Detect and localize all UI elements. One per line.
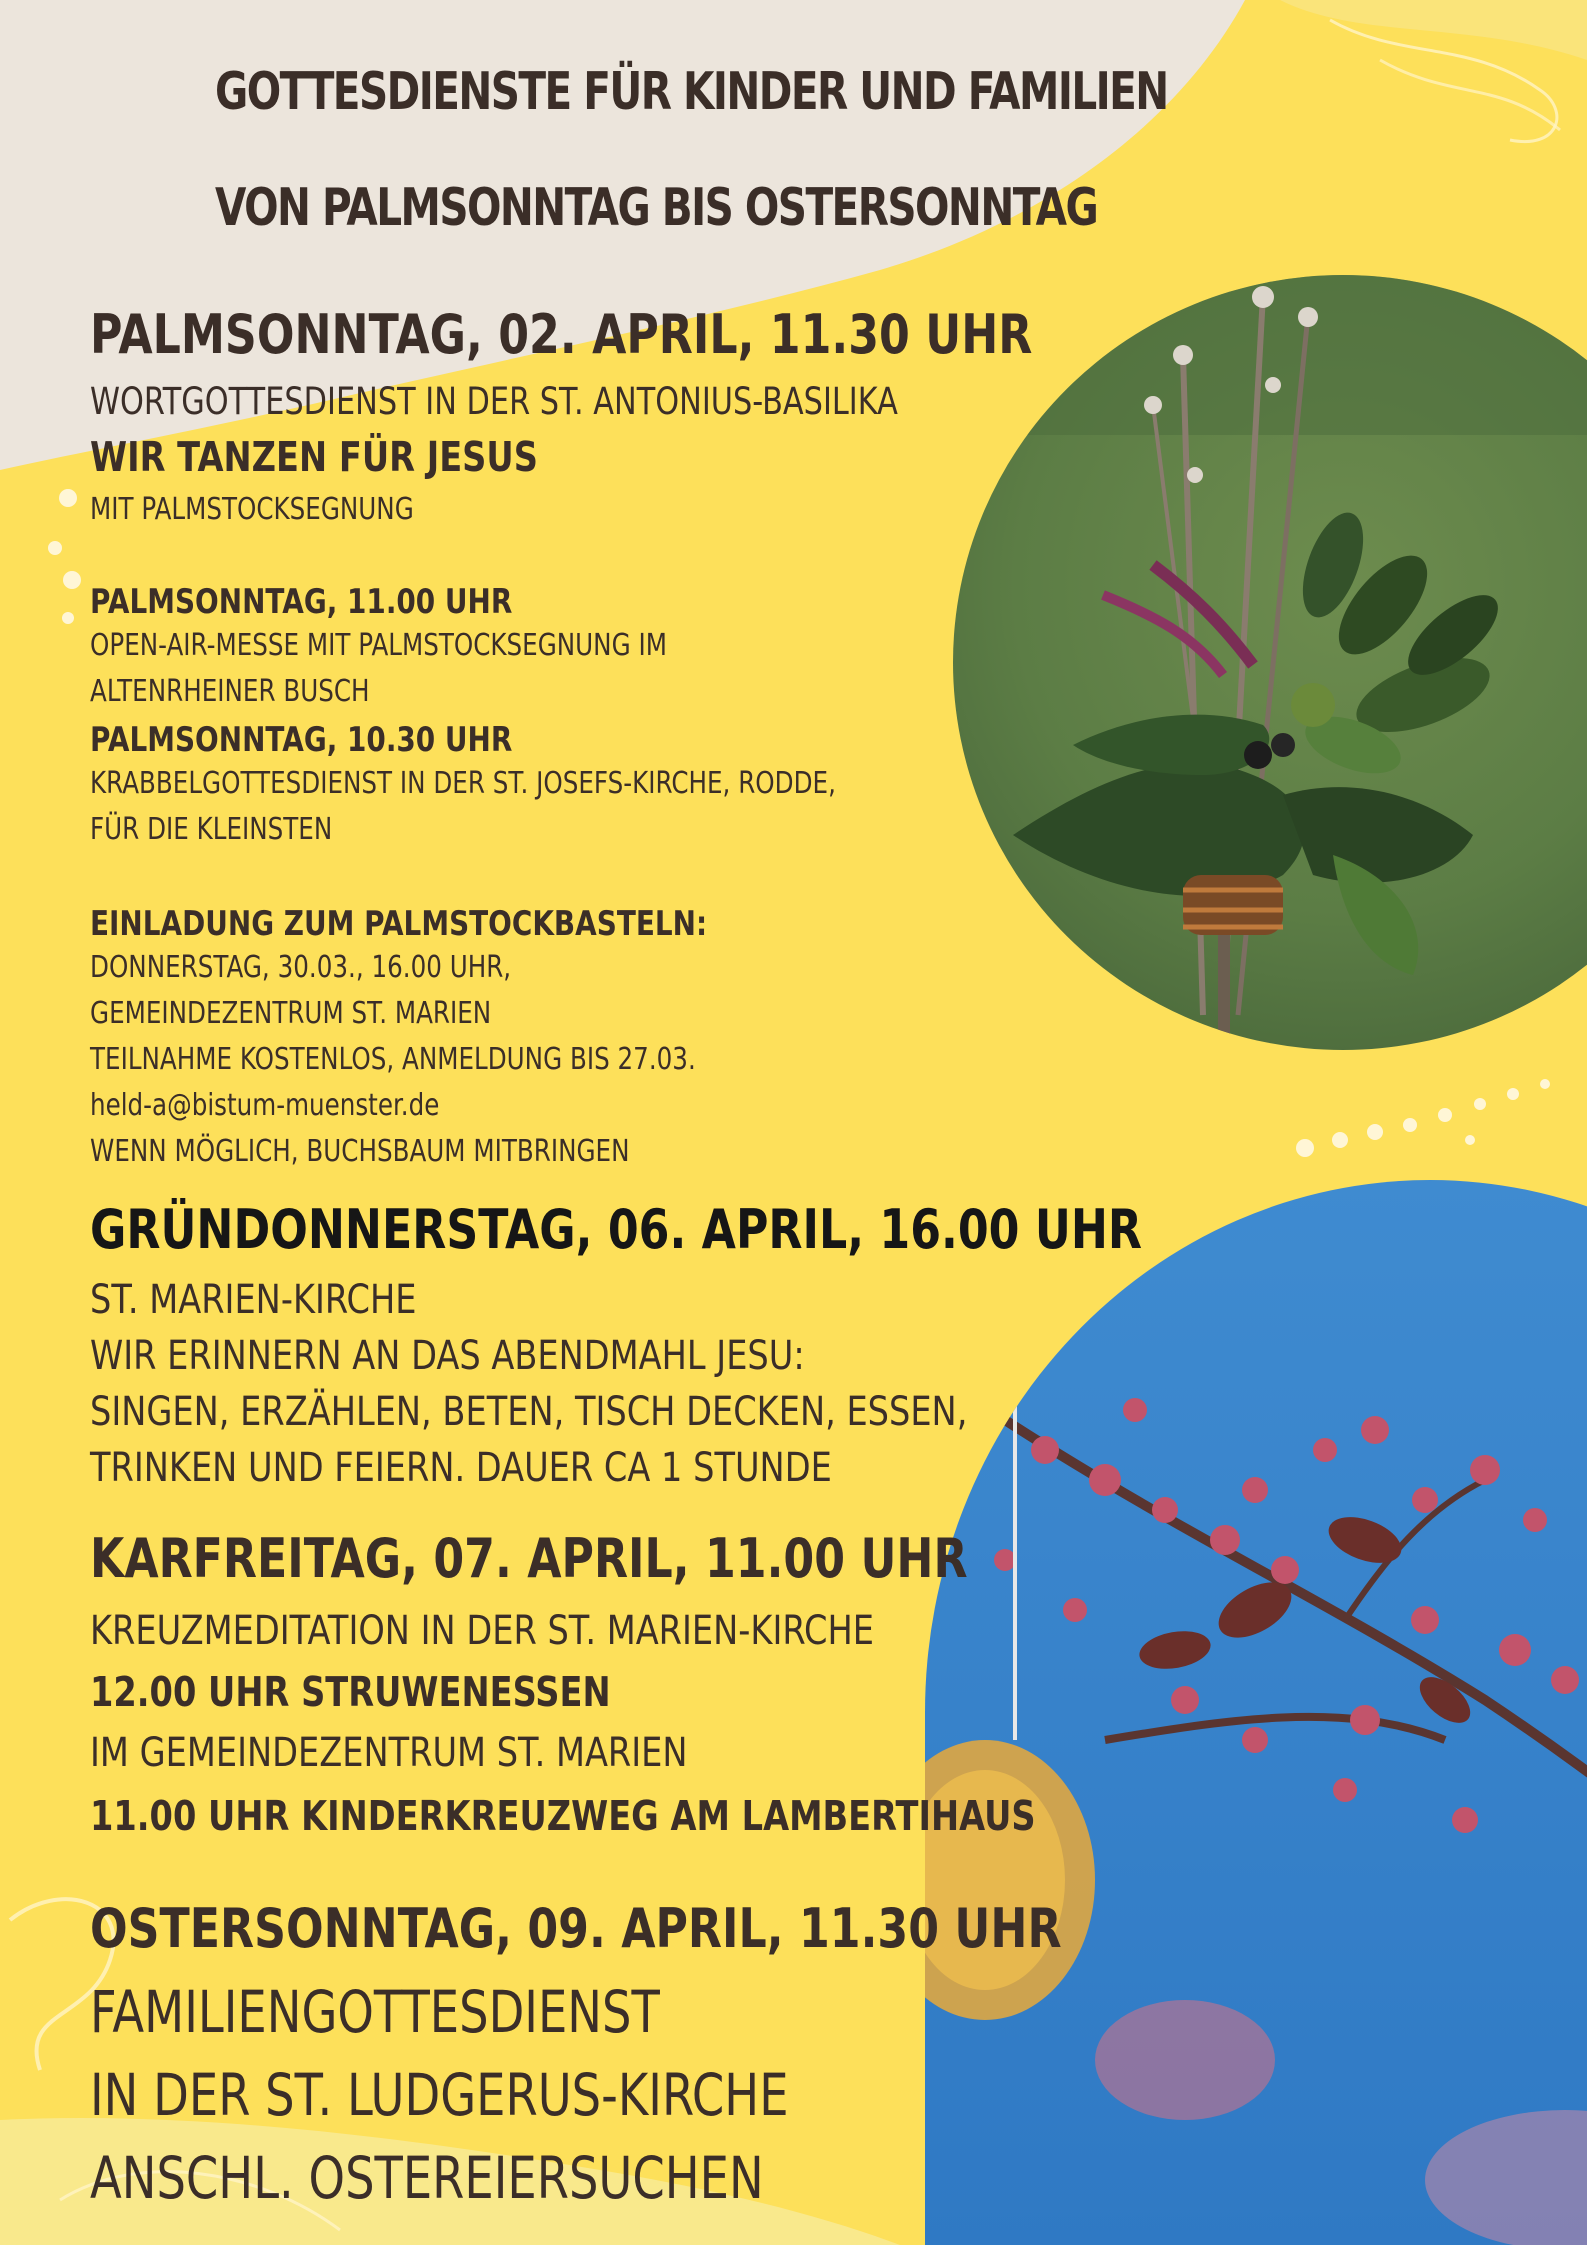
palmsonntag-sub2-line-1: KRABBELGOTTESDIENST IN DER ST. JOSEFS-KIRCHE, RODDE,	[90, 766, 836, 801]
palmsonntag-line-1: WORTGOTTESDIENST IN DER ST. ANTONIUS-BASILIKA	[90, 380, 898, 423]
karfreitag-line-2: 12.00 UHR STRUWENESSEN	[90, 1668, 611, 1716]
ostersonntag-line-1: FAMILIENGOTTESDIENST	[90, 1978, 660, 2046]
palmsonntag-heading: PALMSONNTAG, 02. APRIL, 11.30 UHR	[90, 303, 1033, 366]
ostersonntag-heading: OSTERSONNTAG, 09. APRIL, 11.30 UHR	[90, 1897, 1062, 1960]
ostersonntag-line-2: IN DER ST. LUDGERUS-KIRCHE	[90, 2061, 789, 2129]
basteln-line-1: DONNERSTAG, 30.03., 16.00 UHR,	[90, 950, 512, 985]
basteln-line-4: WENN MÖGLICH, BUCHSBAUM MITBRINGEN	[90, 1134, 630, 1169]
title-line-2: VON PALMSONNTAG BIS OSTERSONNTAG	[215, 178, 1098, 238]
karfreitag-line-3: IM GEMEINDEZENTRUM ST. MARIEN	[90, 1730, 688, 1776]
karfreitag-line-4: 11.00 UHR KINDERKREUZWEG AM LAMBERTIHAUS	[90, 1792, 1036, 1840]
basteln-heading: EINLADUNG ZUM PALMSTOCKBASTELN:	[90, 904, 708, 944]
palmsonntag-sub1-line-1: OPEN-AIR-MESSE MIT PALMSTOCKSEGNUNG IM	[90, 628, 667, 663]
basteln-email: held-a@bistum-muenster.de	[90, 1088, 440, 1123]
basteln-line-2: GEMEINDEZENTRUM ST. MARIEN	[90, 996, 492, 1031]
gruendonnerstag-heading: GRÜNDONNERSTAG, 06. APRIL, 16.00 UHR	[90, 1198, 1143, 1261]
gruendonnerstag-line-4: TRINKEN UND FEIERN. DAUER CA 1 STUNDE	[90, 1445, 832, 1491]
palmsonntag-line-3: MIT PALMSTOCKSEGNUNG	[90, 492, 414, 527]
palmsonntag-sub1-heading: PALMSONNTAG, 11.00 UHR	[90, 582, 513, 622]
ostersonntag-line-3: ANSCHL. OSTEREIERSUCHEN	[90, 2144, 764, 2212]
karfreitag-line-1: KREUZMEDITATION IN DER ST. MARIEN-KIRCHE	[90, 1608, 874, 1654]
palmsonntag-sub2-heading: PALMSONNTAG, 10.30 UHR	[90, 720, 513, 760]
palmsonntag-line-2: WIR TANZEN FÜR JESUS	[90, 433, 538, 481]
basteln-line-3: TEILNAHME KOSTENLOS, ANMELDUNG BIS 27.03.	[90, 1042, 696, 1077]
gruendonnerstag-line-3: SINGEN, ERZÄHLEN, BETEN, TISCH DECKEN, ESSEN,	[90, 1389, 968, 1435]
gruendonnerstag-line-2: WIR ERINNERN AN DAS ABENDMAHL JESU:	[90, 1333, 805, 1379]
title-line-1: GOTTESDIENSTE FÜR KINDER UND FAMILIEN	[215, 62, 1168, 122]
karfreitag-heading: KARFREITAG, 07. APRIL, 11.00 UHR	[90, 1527, 968, 1590]
gruendonnerstag-line-1: ST. MARIEN-KIRCHE	[90, 1277, 417, 1323]
palmsonntag-sub2-line-2: FÜR DIE KLEINSTEN	[90, 812, 333, 847]
palmsonntag-sub1-line-2: ALTENRHEINER BUSCH	[90, 674, 370, 709]
